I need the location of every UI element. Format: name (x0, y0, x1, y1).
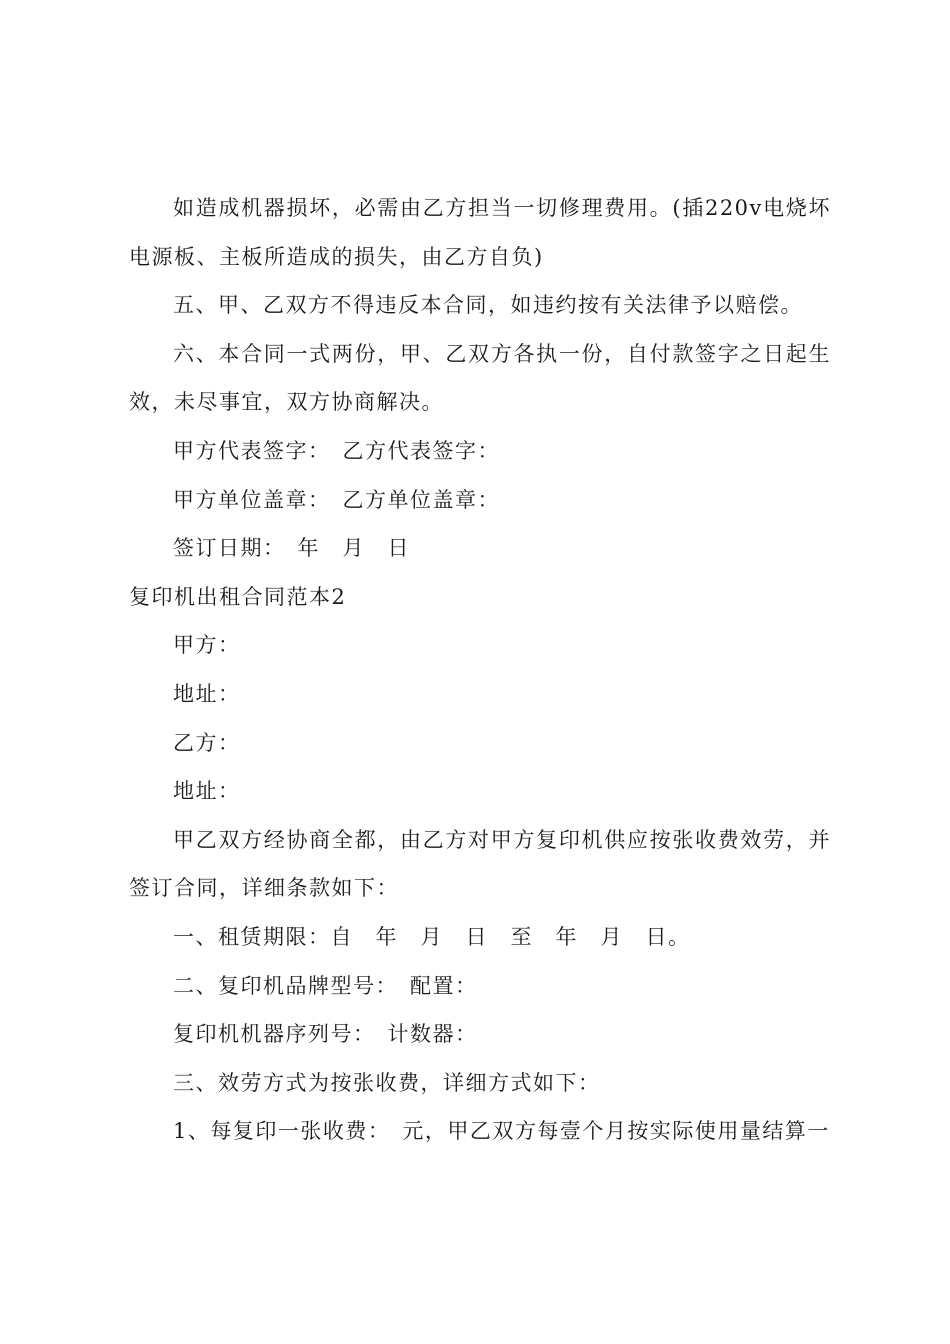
paragraph-preamble: 甲乙双方经协商全都，由乙方对甲方复印机供应按张收费效劳，并签订合同，详细条款如下： (129, 827, 831, 901)
paragraph-signatures: 甲方代表签字： 乙方代表签字： (173, 438, 500, 463)
paragraph-party-b: 乙方： (173, 730, 241, 755)
paragraph-seals: 甲方单位盖章： 乙方单位盖章： (173, 487, 500, 512)
paragraph-party-a: 甲方： (173, 633, 241, 658)
paragraph-service-method: 三、效劳方式为按张收费，详细方式如下： (173, 1070, 601, 1095)
paragraph-serial: 复印机机器序列号： 计数器： (173, 1022, 478, 1047)
paragraph-sign-date: 签订日期： 年 月 日 (173, 536, 410, 561)
document-body (129, 184, 831, 1156)
paragraph-damage-clause: 如造成机器损坏，必需由乙方担当一切修理费用。(插220v电烧坏电源板、主板所造成的损失，由乙方自负) (129, 196, 831, 269)
paragraph-party-a-address: 地址： (173, 681, 241, 706)
paragraph-clause-six: 六、本合同一式两份，甲、乙双方各执一份，自付款签字之日起生效，未尽事宜，双方协商解决。 (129, 341, 831, 415)
section-heading: 复印机出租合同范本2 (129, 584, 347, 609)
paragraph-clause-five: 五、甲、乙双方不得违反本合同，如违约按有关法律予以赔偿。 (173, 293, 803, 318)
paragraph-lease-term: 一、租赁期限：自 年 月 日 至 年 月 日。 (173, 924, 691, 949)
paragraph-fee-per-copy: 1、每复印一张收费： 元，甲乙双方每壹个月按实际使用量结算一 (173, 1119, 830, 1144)
paragraph-model: 二、复印机品牌型号： 配置： (173, 973, 478, 998)
paragraph-party-b-address: 地址： (173, 779, 241, 804)
